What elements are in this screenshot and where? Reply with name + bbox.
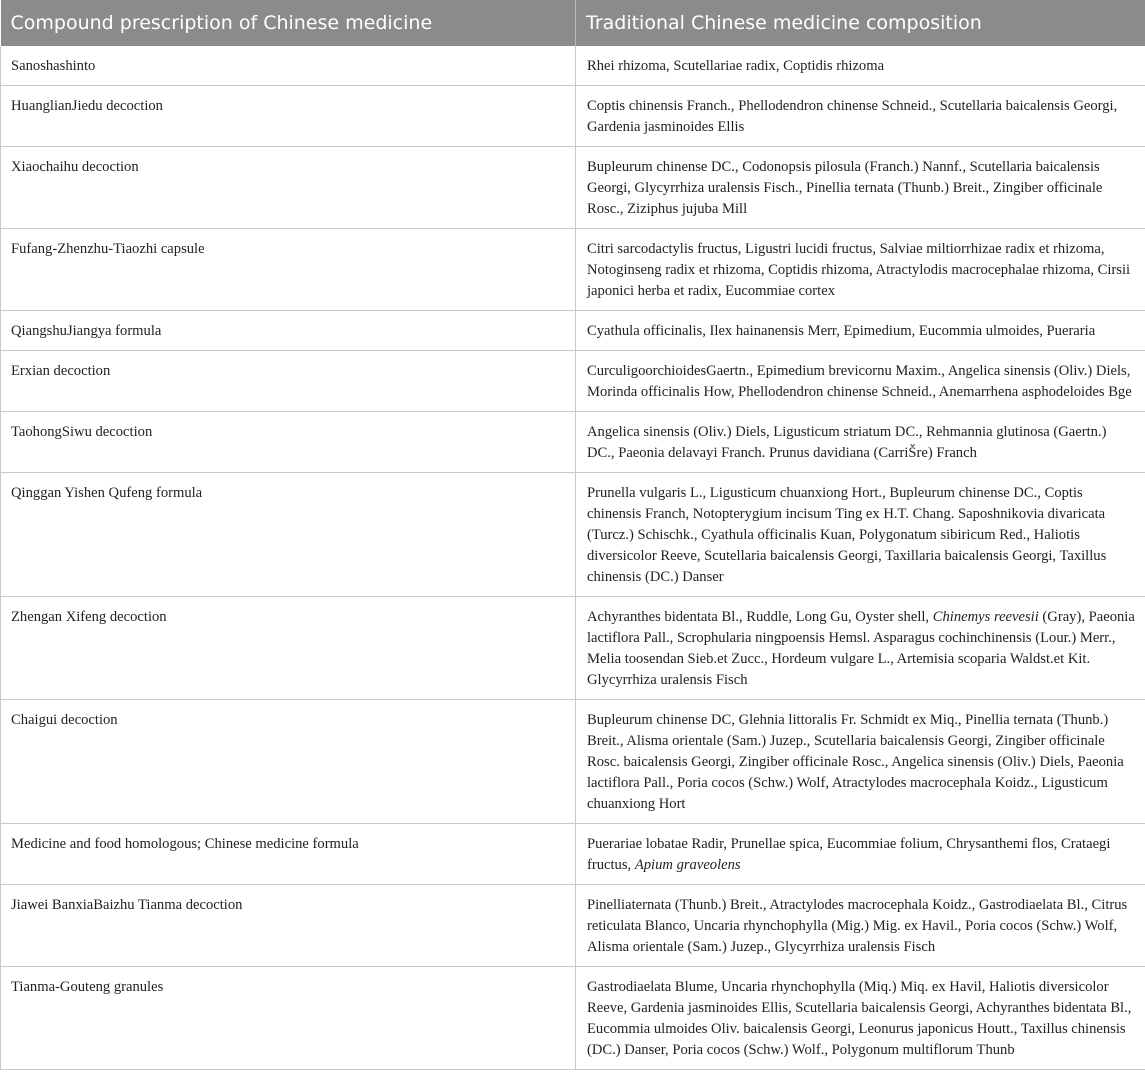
composition-cell [576, 46, 1145, 86]
composition-text: Cyathula officinalis, Ilex hainanensis Merr, Epimedium, Eucommia ulmoides, Pueraria [587, 323, 1096, 339]
composition-cell [576, 229, 1145, 311]
species-name-italic: Chinemys reevesii [932, 609, 1039, 625]
table-row [1, 86, 1145, 147]
composition-text: Gastrodiaelata Blume, Uncaria rhynchophylla (Miq.) Miq. ex Havil, Haliotis diversicolor Reeve, Gardenia jasminoides Ellis, Scutellaria baicalensis Georgi, Achyranthes bidentata Bl., Eucommia ulmoides Oliv. baicalensis Georgi, Leonurus japonicus Houtt., Taxillus chinensis (DC.) Danser, Poria cocos (Schw.) Wolf., Polygonum multiflorum Thunb [587, 979, 1132, 1058]
composition-text: Rhei rhizoma, Scutellariae radix, Coptidis rhizoma [587, 58, 885, 74]
composition-text: Puerariae lobatae Radir, Prunellae spica, Eucommiae folium, Chrysanthemi flos, Crataegi fructus, [587, 836, 1111, 873]
header-prescription: Compound prescription of Chinese medicine [1, 0, 576, 46]
composition-cell [576, 700, 1145, 824]
composition-cell [576, 351, 1145, 412]
composition-text: CurculigoorchioidesGaertn., Epimedium brevicornu Maxim., Angelica sinensis (Oliv.) Diels, Morinda officinalis How, Phellodendron chinense Schneid., Anemarrhena asphodeloides Bge [587, 363, 1132, 400]
header-composition: Traditional Chinese medicine composition [576, 0, 1145, 46]
prescription-name-cell: HuanglianJiedu decoction [1, 86, 576, 147]
composition-cell [576, 86, 1145, 147]
table-row [1, 351, 1145, 412]
table-row [1, 700, 1145, 824]
table-row [1, 824, 1145, 885]
table-row [1, 885, 1145, 967]
prescription-name-cell: Medicine and food homologous; Chinese medicine formula [1, 824, 576, 885]
composition-cell [576, 412, 1145, 473]
composition-text: Citri sarcodactylis fructus, Ligustri lucidi fructus, Salviae miltiorrhizae radix et rhizoma, Notoginseng radix et rhizoma, Coptidis rhizoma, Atractylodis macrocephalae rhizoma, Cirsii japonici herba et radix, Eucommiae cortex [587, 241, 1131, 299]
table-row [1, 473, 1145, 597]
header-row [1, 0, 1145, 46]
composition-text: Achyranthes bidentata Bl., Ruddle, Long Gu, Oyster shell, [587, 609, 933, 625]
prescription-name-cell: Fufang-Zhenzhu-Tiaozhi capsule [1, 229, 576, 311]
table-row [1, 967, 1145, 1070]
prescription-name-cell: Qinggan Yishen Qufeng formula [1, 473, 576, 597]
composition-text: Pinelliaternata (Thunb.) Breit., Atractylodes macrocephala Koidz., Gastrodiaelata Bl., Citrus reticulata Blanco, Uncaria rhynchophylla (Mig.) Mig. ex Havil., Poria cocos (Schw.) Wolf, Alisma orientale (Sam.) Juzep., Glycyrrhiza uralensis Fisch [587, 897, 1128, 955]
composition-cell [576, 885, 1145, 967]
table-row [1, 412, 1145, 473]
composition-text: Bupleurum chinense DC., Codonopsis pilosula (Franch.) Nannf., Scutellaria baicalensis Georgi, Glycyrrhiza uralensis Fisch., Pinellia ternata (Thunb.) Breit., Zingiber officinale Rosc., Ziziphus jujuba Mill [587, 159, 1103, 217]
species-name-italic: Apium graveolens [634, 857, 741, 873]
prescription-name-cell: Zhengan Xifeng decoction [1, 597, 576, 700]
prescription-name-cell: QiangshuJiangya formula [1, 311, 576, 351]
composition-text: Coptis chinensis Franch., Phellodendron chinense Schneid., Scutellaria baicalensis Georgi, Gardenia jasminoides Ellis [587, 98, 1118, 135]
composition-cell [576, 473, 1145, 597]
table-header [1, 0, 1145, 46]
table-row [1, 311, 1145, 351]
prescription-name-cell: Xiaochaihu decoction [1, 147, 576, 229]
table-row [1, 147, 1145, 229]
table-row [1, 46, 1145, 86]
composition-cell [576, 147, 1145, 229]
prescription-name-cell: Tianma-Gouteng granules [1, 967, 576, 1070]
composition-cell [576, 597, 1145, 700]
composition-cell [576, 311, 1145, 351]
table-row [1, 597, 1145, 700]
prescription-name-cell: Jiawei BanxiaBaizhu Tianma decoction [1, 885, 576, 967]
composition-text: Prunella vulgaris L., Ligusticum chuanxiong Hort., Bupleurum chinense DC., Coptis chinensis Franch, Notopterygium incisum Ting ex H.T. Chang. Saposhnikovia divaricata (Turcz.) Schischk., Cyathula officinalis Kuan, Polygonatum sibiricum Red., Haliotis diversicolor Reeve, Scutellaria baicalensis Georgi, Taxillaria baicalensis Georgi, Taxillus chinensis (DC.) Danser [587, 485, 1107, 585]
composition-text: Bupleurum chinense DC, Glehnia littoralis Fr. Schmidt ex Miq., Pinellia ternata (Thunb.) Breit., Alisma orientale (Sam.) Juzep., Scutellaria baicalensis Georgi, Zingiber officinale Rosc. baicalensis Georgi, Zingiber officinale Rosc., Angelica sinensis (Oliv.) Diels, Paeonia lactiflora Pall., Poria cocos (Schw.) Wolf, Atractylodes macrocephala Koidz., Ligusticum chuanxiong Hort [587, 712, 1124, 812]
composition-cell [576, 824, 1145, 885]
table-body [1, 46, 1145, 1070]
composition-text: Angelica sinensis (Oliv.) Diels, Ligusticum striatum DC., Rehmannia glutinosa (Gaertn.) DC., Paeonia delavayi Franch. Prunus davidiana (CarriŠre) Franch [587, 424, 1107, 461]
prescription-name-cell: Erxian decoction [1, 351, 576, 412]
prescription-name-cell: TaohongSiwu decoction [1, 412, 576, 473]
composition-cell [576, 967, 1145, 1070]
composition-text: (Gray), Paeonia lactiflora Pall., Scrophularia ningpoensis Hemsl. Asparagus cochinchinensis (Lour.) Merr., Melia toosendan Sieb.et Zucc., Hordeum vulgare L., Artemisia scoparia Waldst.et Kit. Glycyrrhiza uralensis Fisch [587, 609, 1135, 688]
table-row [1, 229, 1145, 311]
prescription-name-cell: Sanoshashinto [1, 46, 576, 86]
prescription-name-cell: Chaigui decoction [1, 700, 576, 824]
